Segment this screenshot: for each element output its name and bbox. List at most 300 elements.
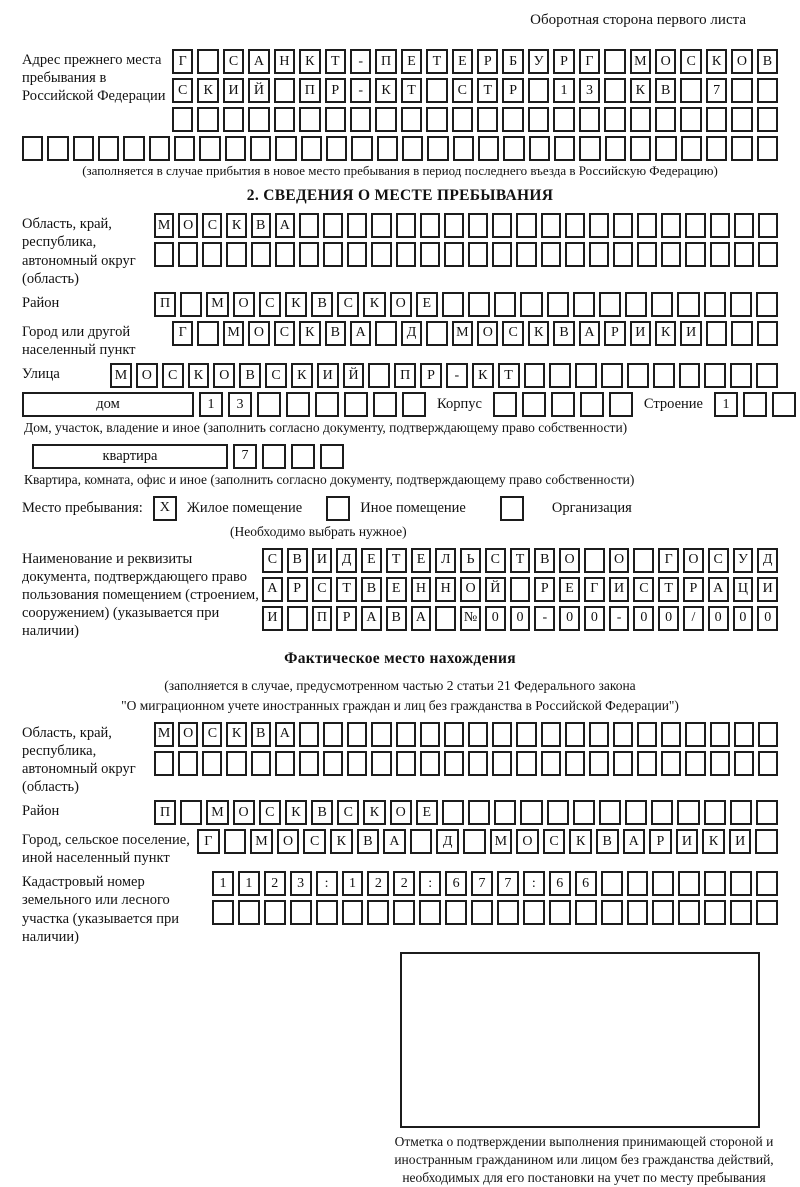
char-box[interactable]: 6 [445,871,467,896]
char-box[interactable] [678,871,700,896]
char-box[interactable] [516,722,536,747]
char-box[interactable]: О [683,548,704,573]
char-box[interactable] [375,321,396,346]
char-box[interactable]: О [213,363,235,388]
char-box[interactable]: М [452,321,473,346]
char-box[interactable]: 7 [233,444,257,469]
char-box[interactable] [420,213,440,238]
char-box[interactable] [257,392,281,417]
char-box[interactable]: Д [436,829,459,854]
char-box[interactable]: 6 [549,871,571,896]
char-box[interactable] [547,800,569,825]
char-box[interactable] [401,107,422,132]
char-box[interactable] [685,751,705,776]
char-box[interactable] [757,321,778,346]
char-box[interactable]: Т [658,577,679,602]
char-box[interactable]: В [325,321,346,346]
char-box[interactable]: О [248,321,269,346]
char-box[interactable]: 3 [579,78,600,103]
char-box[interactable]: О [655,49,676,74]
char-box[interactable] [73,136,94,161]
char-box[interactable] [520,292,542,317]
char-box[interactable] [678,900,700,925]
char-box[interactable]: И [729,829,752,854]
char-box[interactable]: С [202,722,222,747]
char-box[interactable] [371,751,391,776]
char-box[interactable] [772,392,796,417]
char-box[interactable]: В [251,213,271,238]
char-box[interactable]: С [162,363,184,388]
char-box[interactable] [625,800,647,825]
char-box[interactable] [734,242,754,267]
char-box[interactable] [731,321,752,346]
char-box[interactable] [396,722,416,747]
char-box[interactable]: О [516,829,539,854]
char-box[interactable] [468,213,488,238]
char-box[interactable] [601,363,623,388]
char-box[interactable] [299,722,319,747]
char-box[interactable] [197,107,218,132]
char-box[interactable] [291,444,315,469]
char-box[interactable] [734,722,754,747]
char-box[interactable] [197,49,218,74]
char-box[interactable]: А [275,722,295,747]
char-box[interactable] [262,444,286,469]
char-box[interactable] [601,871,623,896]
char-box[interactable]: - [350,49,371,74]
char-box[interactable] [347,751,367,776]
char-box[interactable] [756,292,778,317]
char-box[interactable]: К [702,829,725,854]
char-box[interactable]: Р [534,577,555,602]
char-box[interactable]: Р [336,606,357,631]
char-box[interactable]: Н [274,49,295,74]
char-box[interactable] [402,392,426,417]
char-box[interactable] [637,751,657,776]
char-box[interactable]: - [534,606,555,631]
char-box[interactable]: А [383,829,406,854]
char-box[interactable] [494,800,516,825]
char-box[interactable] [661,213,681,238]
char-box[interactable]: У [733,548,754,573]
char-box[interactable] [154,751,174,776]
char-box[interactable] [315,392,339,417]
char-box[interactable]: А [275,213,295,238]
char-box[interactable] [275,136,296,161]
char-box[interactable] [419,900,441,925]
char-box[interactable] [199,136,220,161]
char-box[interactable]: 7 [497,871,519,896]
char-box[interactable] [730,363,752,388]
char-box[interactable] [627,363,649,388]
char-box[interactable] [651,292,673,317]
char-box[interactable]: А [361,606,382,631]
char-box[interactable]: № [460,606,481,631]
char-box[interactable]: П [154,800,176,825]
char-box[interactable] [299,213,319,238]
char-box[interactable] [445,900,467,925]
char-box[interactable]: Р [502,78,523,103]
char-box[interactable]: В [534,548,555,573]
char-box[interactable]: Г [172,321,193,346]
char-box[interactable]: / [683,606,704,631]
char-box[interactable]: С [172,78,193,103]
char-box[interactable] [471,900,493,925]
char-box[interactable]: 0 [559,606,580,631]
char-box[interactable] [731,136,752,161]
char-box[interactable] [734,213,754,238]
char-box[interactable]: С [485,548,506,573]
char-box[interactable]: 2 [367,871,389,896]
char-box[interactable]: Е [416,292,438,317]
char-box[interactable] [541,242,561,267]
char-box[interactable] [468,242,488,267]
char-box[interactable] [730,800,752,825]
char-box[interactable] [625,292,647,317]
char-box[interactable] [528,107,549,132]
char-box[interactable] [323,213,343,238]
char-box[interactable]: О [233,800,255,825]
char-box[interactable] [637,722,657,747]
char-box[interactable]: Т [401,78,422,103]
char-box[interactable]: К [375,78,396,103]
char-box[interactable] [468,722,488,747]
char-box[interactable] [651,800,673,825]
char-box[interactable] [541,722,561,747]
char-box[interactable] [704,363,726,388]
char-box[interactable] [503,136,524,161]
char-box[interactable] [396,242,416,267]
char-box[interactable]: Т [386,548,407,573]
char-box[interactable] [704,900,726,925]
char-box[interactable]: А [262,577,283,602]
char-box[interactable] [274,78,295,103]
char-box[interactable]: Н [411,577,432,602]
char-box[interactable] [710,213,730,238]
char-box[interactable]: Г [172,49,193,74]
char-box[interactable] [420,722,440,747]
char-box[interactable] [225,136,246,161]
char-box[interactable] [427,136,448,161]
char-box[interactable]: 0 [708,606,729,631]
char-box[interactable] [426,107,447,132]
char-box[interactable] [347,242,367,267]
char-box[interactable] [452,107,473,132]
char-box[interactable]: К [285,800,307,825]
char-box[interactable]: Р [683,577,704,602]
char-box[interactable] [541,751,561,776]
char-box[interactable] [627,871,649,896]
char-box[interactable] [275,242,295,267]
char-box[interactable] [274,107,295,132]
char-box[interactable] [573,800,595,825]
char-box[interactable] [637,242,657,267]
char-box[interactable] [516,751,536,776]
char-box[interactable]: О [233,292,255,317]
char-box[interactable]: 1 [199,392,223,417]
char-box[interactable]: 6 [575,871,597,896]
char-box[interactable] [609,392,633,417]
char-box[interactable]: С [337,800,359,825]
char-box[interactable]: М [154,722,174,747]
char-box[interactable] [755,829,778,854]
char-box[interactable]: П [394,363,416,388]
char-box[interactable] [510,577,531,602]
char-box[interactable]: М [206,292,228,317]
char-box[interactable] [250,136,271,161]
char-box[interactable] [730,900,752,925]
char-box[interactable]: П [299,78,320,103]
char-box[interactable] [444,242,464,267]
char-box[interactable] [444,213,464,238]
char-box[interactable] [549,363,571,388]
char-box[interactable]: Д [401,321,422,346]
char-box[interactable]: 2 [264,871,286,896]
char-box[interactable]: О [477,321,498,346]
char-box[interactable] [523,900,545,925]
char-box[interactable]: Ь [460,548,481,573]
char-box[interactable] [553,107,574,132]
char-box[interactable] [98,136,119,161]
char-box[interactable]: А [350,321,371,346]
char-box[interactable] [655,136,676,161]
char-box[interactable]: - [609,606,630,631]
char-box[interactable] [351,136,372,161]
char-box[interactable]: И [262,606,283,631]
char-box[interactable]: К [528,321,549,346]
char-box[interactable]: В [757,49,778,74]
char-box[interactable] [661,242,681,267]
char-box[interactable]: С [262,548,283,573]
char-box[interactable] [248,107,269,132]
char-box[interactable] [371,213,391,238]
char-box[interactable]: С [274,321,295,346]
char-box[interactable] [396,213,416,238]
char-box[interactable] [685,722,705,747]
char-box[interactable]: К [472,363,494,388]
char-box[interactable]: М [490,829,513,854]
char-box[interactable] [180,292,202,317]
char-box[interactable]: В [287,548,308,573]
char-box[interactable]: Г [584,577,605,602]
char-box[interactable] [637,213,657,238]
char-box[interactable] [677,800,699,825]
char-box[interactable]: К [299,321,320,346]
char-box[interactable]: С [337,292,359,317]
char-box[interactable] [580,392,604,417]
char-box[interactable]: : [523,871,545,896]
char-box[interactable]: - [350,78,371,103]
char-box[interactable] [477,107,498,132]
char-box[interactable] [426,78,447,103]
char-box[interactable] [251,751,271,776]
char-box[interactable] [547,292,569,317]
char-box[interactable] [655,107,676,132]
char-box[interactable]: С [259,800,281,825]
char-box[interactable] [758,213,778,238]
char-box[interactable]: 1 [238,871,260,896]
char-box[interactable] [731,78,752,103]
char-box[interactable]: К [226,722,246,747]
char-box[interactable]: К [197,78,218,103]
char-box[interactable]: Й [248,78,269,103]
char-box[interactable]: Н [435,577,456,602]
char-box[interactable]: У [528,49,549,74]
char-box[interactable] [377,136,398,161]
char-box[interactable]: К [630,78,651,103]
char-box[interactable]: О [390,292,412,317]
char-box[interactable] [653,363,675,388]
char-box[interactable]: С [680,49,701,74]
char-box[interactable] [757,78,778,103]
char-box[interactable] [238,900,260,925]
char-box[interactable]: К [655,321,676,346]
char-box[interactable] [347,722,367,747]
char-box[interactable]: К [363,800,385,825]
char-box[interactable]: С [312,577,333,602]
char-box[interactable]: И [609,577,630,602]
char-box[interactable]: 0 [757,606,778,631]
char-box[interactable]: А [579,321,600,346]
char-box[interactable]: О [731,49,752,74]
char-box[interactable] [323,751,343,776]
char-box[interactable]: Г [658,548,679,573]
char-box[interactable] [589,751,609,776]
char-box[interactable] [520,800,542,825]
char-box[interactable] [627,900,649,925]
char-box[interactable] [420,242,440,267]
char-box[interactable] [757,107,778,132]
char-box[interactable] [565,751,585,776]
char-box[interactable]: А [623,829,646,854]
char-box[interactable] [734,751,754,776]
char-box[interactable] [287,606,308,631]
char-box[interactable] [549,900,571,925]
char-box[interactable]: 0 [658,606,679,631]
char-box[interactable] [522,392,546,417]
char-box[interactable] [442,800,464,825]
char-box[interactable] [604,107,625,132]
char-box[interactable]: М [154,213,174,238]
char-box[interactable] [347,213,367,238]
char-box[interactable] [758,722,778,747]
char-box[interactable]: Е [416,800,438,825]
char-box[interactable]: Г [579,49,600,74]
char-box[interactable] [756,800,778,825]
char-box[interactable]: 7 [706,78,727,103]
char-box[interactable] [326,136,347,161]
char-box[interactable] [584,548,605,573]
char-box[interactable]: К [285,292,307,317]
char-box[interactable]: Е [411,548,432,573]
char-box[interactable] [264,900,286,925]
char-box[interactable] [444,722,464,747]
char-box[interactable] [344,392,368,417]
char-box[interactable]: С [633,577,654,602]
char-box[interactable] [554,136,575,161]
char-box[interactable] [368,363,390,388]
char-box[interactable]: С [543,829,566,854]
char-box[interactable]: 3 [228,392,252,417]
char-box[interactable]: К [569,829,592,854]
char-box[interactable]: Ц [733,577,754,602]
char-box[interactable]: С [303,829,326,854]
char-box[interactable] [396,751,416,776]
char-box[interactable] [758,751,778,776]
char-box[interactable] [613,751,633,776]
char-box[interactable] [47,136,68,161]
char-box[interactable] [180,800,202,825]
char-box[interactable]: С [259,292,281,317]
char-box[interactable]: А [248,49,269,74]
char-box[interactable] [516,213,536,238]
char-box[interactable] [478,136,499,161]
char-box[interactable]: О [609,548,630,573]
char-box[interactable] [212,900,234,925]
char-box[interactable]: Д [757,548,778,573]
char-box[interactable] [323,242,343,267]
char-box[interactable] [371,242,391,267]
char-box[interactable]: Е [401,49,422,74]
char-box[interactable]: 1 [342,871,364,896]
char-box[interactable]: М [630,49,651,74]
char-box[interactable] [731,107,752,132]
char-box[interactable] [320,444,344,469]
char-box[interactable]: Т [477,78,498,103]
char-box[interactable]: И [630,321,651,346]
char-box[interactable] [420,751,440,776]
char-box[interactable]: С [202,213,222,238]
char-box[interactable]: В [361,577,382,602]
char-box[interactable] [573,292,595,317]
char-box[interactable] [652,900,674,925]
char-box[interactable] [680,107,701,132]
char-box[interactable] [197,321,218,346]
char-box[interactable]: В [596,829,619,854]
char-box[interactable] [223,107,244,132]
char-box[interactable] [633,548,654,573]
char-box[interactable] [493,392,517,417]
char-box[interactable]: П [312,606,333,631]
char-box[interactable]: М [110,363,132,388]
char-box[interactable]: Р [553,49,574,74]
char-box[interactable] [680,78,701,103]
char-box[interactable]: В [655,78,676,103]
char-box[interactable]: 0 [584,606,605,631]
char-box[interactable] [435,606,456,631]
char-box[interactable]: 1 [212,871,234,896]
char-box[interactable]: 0 [733,606,754,631]
char-box[interactable]: В [357,829,380,854]
char-box[interactable] [565,213,585,238]
char-box[interactable] [730,292,752,317]
char-box[interactable]: И [312,548,333,573]
char-box[interactable] [402,136,423,161]
char-box[interactable] [453,136,474,161]
char-box[interactable]: С [223,49,244,74]
char-box[interactable] [299,242,319,267]
char-box[interactable] [677,292,699,317]
char-box[interactable] [299,751,319,776]
char-box[interactable] [468,292,490,317]
char-box[interactable] [706,136,727,161]
char-box[interactable] [226,242,246,267]
char-box[interactable] [704,871,726,896]
char-box[interactable]: Б [502,49,523,74]
char-box[interactable]: Т [336,577,357,602]
char-box[interactable] [502,107,523,132]
char-box[interactable] [178,751,198,776]
